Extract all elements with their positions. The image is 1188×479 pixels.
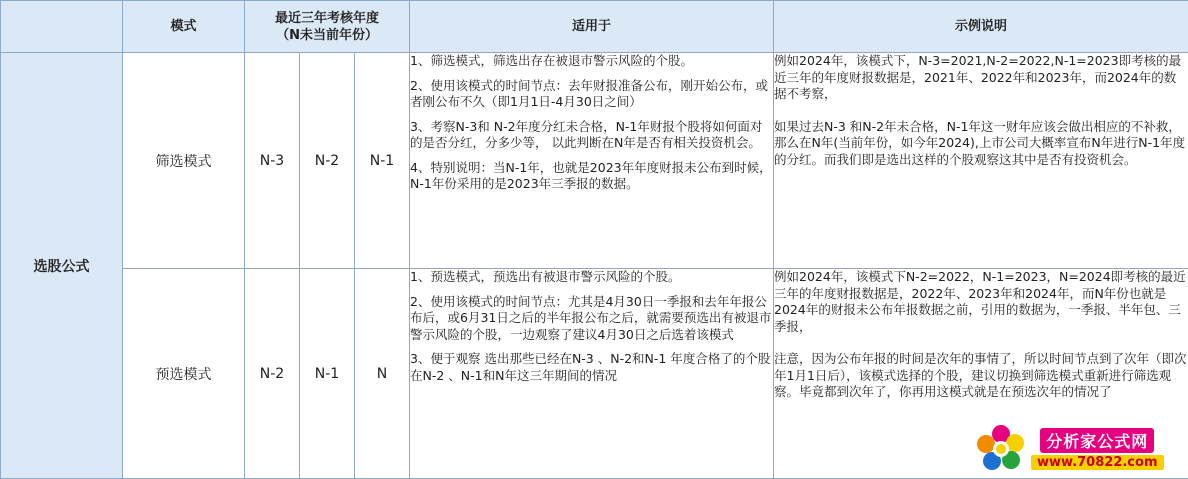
applicable-item: 2、使用该模式的时间节点：去年财报准备公布，刚开始公布，或者刚公布不久（即1月1日-4月30日之间） bbox=[410, 78, 773, 111]
header-row bbox=[1, 1, 1188, 53]
watermark-url: www.70822.com bbox=[1031, 455, 1164, 470]
applicable-item: 2、使用该模式的时间节点：尤其是4月30日一季报和去年年报公布后，或6月31日之后的半年报公布之后，就需要预选出有被退市警示风险的个股，一边观察了建议4月30日之后选着该模式 bbox=[410, 294, 773, 344]
example-paragraph: 例如2024年，该模式下，N-3=2021,N-2=2022,N-1=2023即考核的最近三年的年度财报数据是，2021年、2022年和2023年，而2024年的数据不考察， bbox=[774, 53, 1188, 103]
year-cell: N-2 bbox=[300, 53, 355, 269]
example-paragraph: 例如2024年，该模式下N-2=2022，N-1=2023，N=2024即考核的最近三年的年度财报数据是，2022年、2023年和2024年，而N年份也就是2024年的财报未公布年报数据之前，引用的数据为，一季报、半年包、三季报， bbox=[774, 269, 1188, 335]
watermark-text bbox=[1031, 428, 1164, 470]
header-mode: 模式 bbox=[123, 1, 245, 53]
applicable-item: 1、筛选模式，筛选出存在被退市警示风险的个股。 bbox=[410, 53, 773, 70]
mode-cell: 筛选模式 bbox=[123, 53, 245, 269]
table-row bbox=[1, 53, 1188, 269]
example-paragraph: 如果过去N-3 和N-2年未合格，N-1年这一财年应该会做出相应的不补救，那么在N年(当前年份，如今年2024),上市公司大概率宣布N年进行N-1年度的分红。而我们即是选出这样的个股观察这其中是否有投资机会。 bbox=[774, 119, 1188, 169]
site-watermark bbox=[975, 423, 1185, 475]
year-cell: N-2 bbox=[245, 269, 300, 479]
year-cell: N-3 bbox=[245, 53, 300, 269]
header-applicable: 适用于 bbox=[410, 1, 774, 53]
example-cell bbox=[774, 53, 1188, 269]
applicable-cell bbox=[410, 53, 774, 269]
applicable-item: 3、考察N-3和 N-2年度分红未合格，N-1年财报个股将如何面对的是否分红，分多少等， 以此判断在N年是否有相关投资机会。 bbox=[410, 119, 773, 152]
applicable-item: 4、特别说明：当N-1年，也就是2023年年度财报未公布到时候，N-1年份采用的是2023年三季报的数据。 bbox=[410, 160, 773, 193]
mode-cell: 预选模式 bbox=[123, 269, 245, 479]
header-years-line1: 最近三年考核年度 bbox=[245, 10, 409, 27]
year-cell: N bbox=[355, 269, 410, 479]
flower-logo-icon bbox=[975, 423, 1027, 475]
applicable-item: 3、便于观察 选出那些已经在N-3 、N-2和N-1 年度合格了的个股在N-2 、N-1和N年这三年期间的情况 bbox=[410, 351, 773, 384]
header-example: 示例说明 bbox=[774, 1, 1188, 53]
year-cell: N-1 bbox=[300, 269, 355, 479]
watermark-title: 分析家公式网 bbox=[1040, 428, 1154, 453]
corner-cell bbox=[1, 1, 123, 53]
example-paragraph: 注意，因为公布年报的时间是次年的事情了，所以时间节点到了次年（即次年1月1日后），该模式选择的个股，建议切换到筛选模式重新进行筛选观察。毕竟都到次年了，你再用这模式就是在预选次年的情况了 bbox=[774, 351, 1188, 401]
header-years bbox=[245, 1, 410, 53]
applicable-item: 1、预选模式，预选出有被退市警示风险的个股。 bbox=[410, 269, 773, 286]
year-cell: N-1 bbox=[355, 53, 410, 269]
row-group-label: 选股公式 bbox=[1, 53, 123, 479]
applicable-cell bbox=[410, 269, 774, 479]
header-years-line2: （N未当前年份） bbox=[245, 27, 409, 44]
